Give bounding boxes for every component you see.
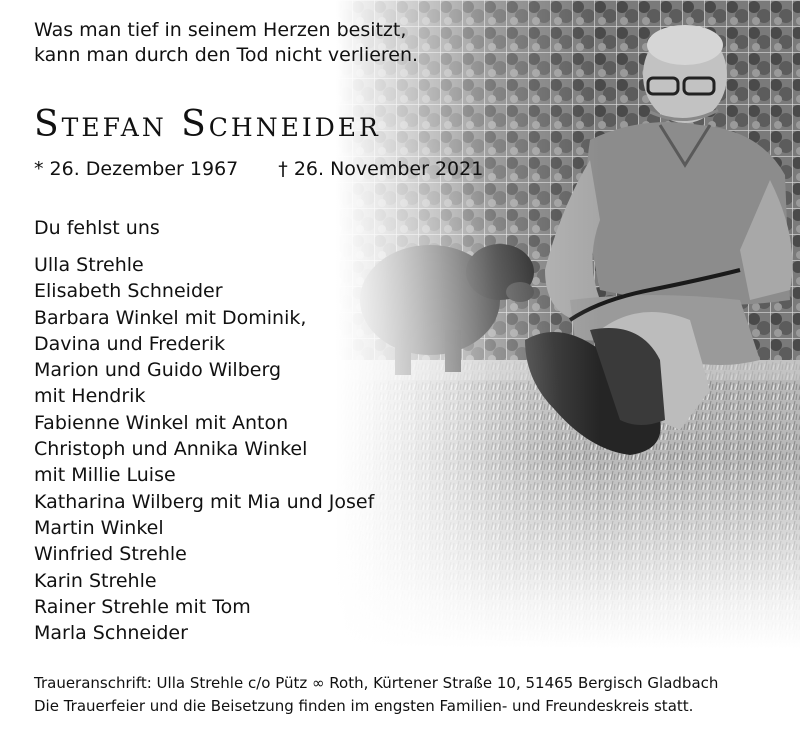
footer-notice <box>34 672 718 717</box>
mourning-address: Traueranschrift: Ulla Strehle c/o Pütz ∞ Roth, Kürtener Straße 10, 51465 Bergisch Gladbach <box>34 674 719 692</box>
mourner-line: mit Hendrik <box>34 385 146 408</box>
mourners-intro: Du fehlst uns <box>34 217 160 239</box>
mourner-line: Katharina Wilberg mit Mia und Josef <box>34 490 375 513</box>
life-dates <box>34 156 483 182</box>
mourner-line: Barbara Winkel mit Dominik, <box>34 306 307 329</box>
quote-line-2: kann man durch den Tod nicht verlieren. <box>34 44 419 66</box>
mourner-line: Marla Schneider <box>34 622 188 645</box>
death-date: † 26. November 2021 <box>278 158 484 180</box>
mourner-line: Fabienne Winkel mit Anton <box>34 411 289 434</box>
mourner-line: mit Millie Luise <box>34 464 176 487</box>
deceased-name: Stefan Schneider <box>34 104 381 145</box>
mourner-line: Ulla Strehle <box>34 254 144 276</box>
mourner-line: Karin Strehle <box>34 569 157 592</box>
mourner-line: Marion und Guido Wilberg <box>34 359 281 382</box>
quote-line-1: Was man tief in seinem Herzen besitzt, <box>34 19 407 41</box>
mourner-line: Elisabeth Schneider <box>34 280 223 303</box>
mourner-line: Martin Winkel <box>34 516 164 539</box>
birth-date: * 26. Dezember 1967 <box>34 158 239 180</box>
funeral-notice: Die Trauerfeier und die Beisetzung finden im engsten Familien- und Freundeskreis statt. <box>34 696 694 715</box>
mourner-line: Rainer Strehle mit Tom <box>34 595 251 618</box>
mourner-line: Winfried Strehle <box>34 543 187 566</box>
mourners-list <box>34 252 374 646</box>
mourner-line: Davina und Frederik <box>34 332 226 355</box>
quote <box>34 18 418 68</box>
mourner-line: Christoph und Annika Winkel <box>34 438 308 461</box>
